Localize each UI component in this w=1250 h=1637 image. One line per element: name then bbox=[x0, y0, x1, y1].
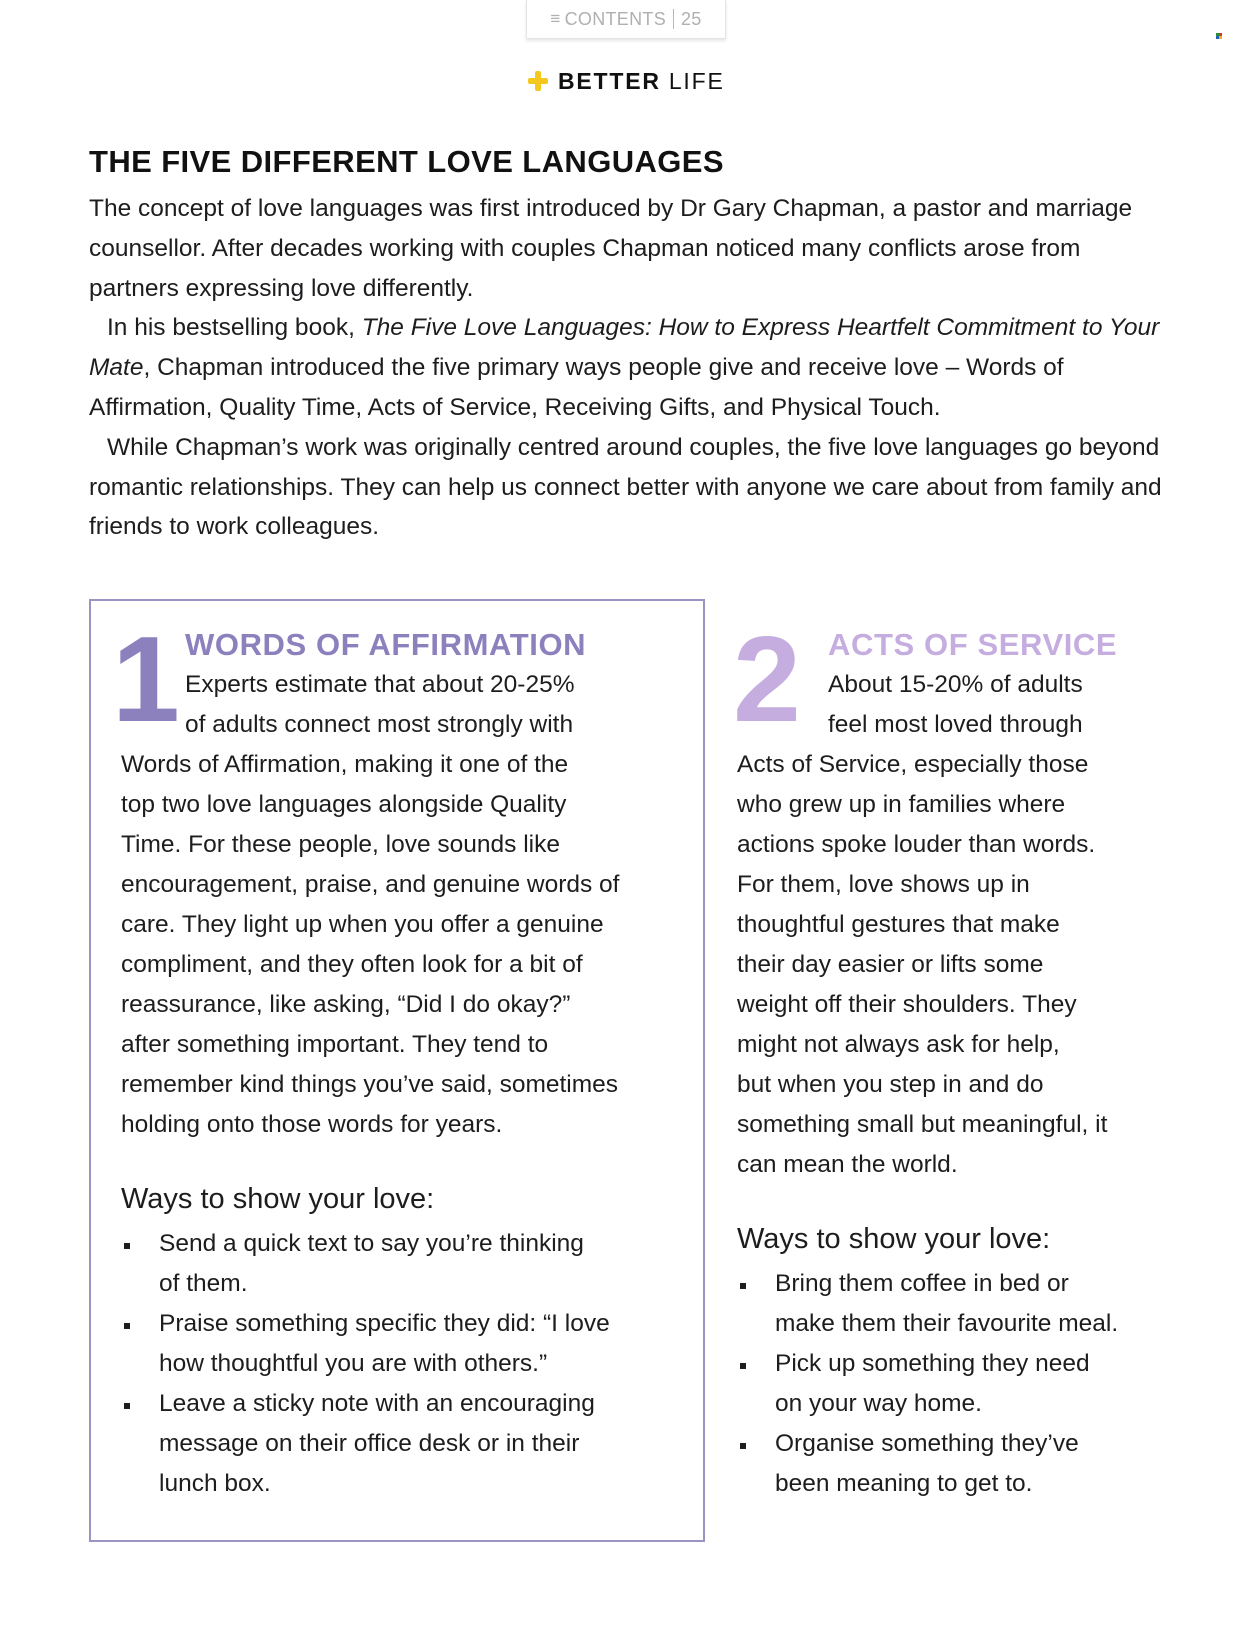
plus-icon bbox=[528, 71, 548, 91]
contents-label: CONTENTS bbox=[564, 8, 666, 29]
tip-line: been meaning to get to. bbox=[775, 1470, 1033, 1497]
tip-line: Pick up something they need bbox=[775, 1350, 1090, 1377]
page-number: 25 bbox=[681, 8, 702, 29]
body-line: holding onto those words for years. bbox=[121, 1111, 503, 1138]
tip-line: of them. bbox=[159, 1270, 248, 1297]
bullet-icon bbox=[740, 1443, 746, 1449]
section-number: 2 bbox=[733, 611, 801, 747]
intro-paragraph: While Chapman’s work was originally centred around couples, the five love languages go beyond romantic relationships. They can help us connect better with anyone we care about from family and friends to work colleagues. bbox=[89, 433, 1162, 541]
tip-line: Organise something they’ve bbox=[775, 1430, 1079, 1457]
divider bbox=[673, 9, 674, 29]
color-mark-icon bbox=[1216, 33, 1224, 39]
paragraph-text: In his bestselling book, bbox=[107, 314, 362, 342]
intro-paragraph bbox=[89, 308, 1169, 427]
body-line: Time. For these people, love sounds like bbox=[121, 831, 560, 858]
tip-line: make them their favourite meal. bbox=[775, 1310, 1119, 1337]
body-line: compliment, and they often look for a bit of bbox=[121, 951, 583, 978]
menu-icon: ≡ bbox=[550, 9, 561, 28]
section-label-bold: BETTER bbox=[558, 67, 661, 94]
body-line: something small but meaningful, it bbox=[737, 1111, 1108, 1138]
ways-heading: Ways to show your love: bbox=[737, 1223, 1051, 1255]
body-line: weight off their shoulders. They bbox=[737, 991, 1077, 1018]
tip-line: Bring them coffee in bed or bbox=[775, 1270, 1069, 1297]
body-line: feel most loved through bbox=[828, 711, 1083, 738]
body-line: actions spoke louder than words. bbox=[737, 831, 1096, 858]
tip-line: lunch box. bbox=[159, 1470, 271, 1497]
bullet-icon bbox=[124, 1243, 130, 1249]
body-line: Acts of Service, especially those bbox=[737, 751, 1089, 778]
body-line: who grew up in families where bbox=[737, 791, 1066, 818]
body-line: after something important. They tend to bbox=[121, 1031, 549, 1058]
tip-line: how thoughtful you are with others.” bbox=[159, 1350, 548, 1377]
body-line: but when you step in and do bbox=[737, 1071, 1044, 1098]
bullet-icon bbox=[124, 1403, 130, 1409]
body-line: Experts estimate that about 20-25% bbox=[185, 671, 575, 698]
book-title: The Five Love Languages: How to Express Heartfelt Commitment to Your Mate bbox=[89, 314, 1160, 382]
tip-line: message on their office desk or in their bbox=[159, 1430, 580, 1457]
tip-line: on your way home. bbox=[775, 1390, 982, 1417]
body-line: top two love languages alongside Quality bbox=[121, 791, 567, 818]
bullet-icon bbox=[124, 1323, 130, 1329]
body-line: can mean the world. bbox=[737, 1151, 958, 1178]
bullet-icon bbox=[740, 1363, 746, 1369]
paragraph-text: , Chapman introduced the five primary ways people give and receive love – Words of Affirmation, Quality Time, Acts of Service, Receiving Gifts, and Physical Touch. bbox=[89, 354, 1064, 421]
body-line: might not always ask for help, bbox=[737, 1031, 1060, 1058]
body-line: encouragement, praise, and genuine words of bbox=[121, 871, 620, 898]
body-line: About 15-20% of adults bbox=[828, 671, 1083, 698]
body-line: their day easier or lifts some bbox=[737, 951, 1044, 978]
section-heading: WORDS OF AFFIRMATION bbox=[185, 627, 587, 662]
article-title: THE FIVE DIFFERENT LOVE LANGUAGES bbox=[89, 144, 724, 179]
article-intro bbox=[89, 189, 1169, 547]
tip-line: Leave a sticky note with an encouraging bbox=[159, 1390, 595, 1417]
intro-paragraph: The concept of love languages was first introduced by Dr Gary Chapman, a pastor and marriage counsellor. After decades working with couples Chapman noticed many conflicts arose from partners expressing love differently. bbox=[89, 195, 1133, 302]
body-line: reassurance, like asking, “Did I do okay?” bbox=[121, 991, 571, 1018]
body-line: remember kind things you’ve said, sometimes bbox=[121, 1071, 619, 1098]
body-line: thoughtful gestures that make bbox=[737, 911, 1060, 938]
body-line: care. They light up when you offer a genuine bbox=[121, 911, 604, 938]
body-line: Words of Affirmation, making it one of the bbox=[121, 751, 569, 778]
section-label bbox=[528, 66, 725, 96]
ways-heading: Ways to show your love: bbox=[121, 1183, 435, 1215]
section-label-light: LIFE bbox=[668, 67, 725, 94]
body-line: of adults connect most strongly with bbox=[185, 711, 574, 738]
body-line: For them, love shows up in bbox=[737, 871, 1030, 898]
tip-line: Praise something specific they did: “I love bbox=[159, 1310, 610, 1337]
tip-line: Send a quick text to say you’re thinking bbox=[159, 1230, 584, 1257]
bullet-icon bbox=[740, 1283, 746, 1289]
contents-button[interactable] bbox=[526, 0, 726, 39]
section-heading: ACTS OF SERVICE bbox=[828, 627, 1118, 662]
section-number: 1 bbox=[112, 611, 180, 747]
